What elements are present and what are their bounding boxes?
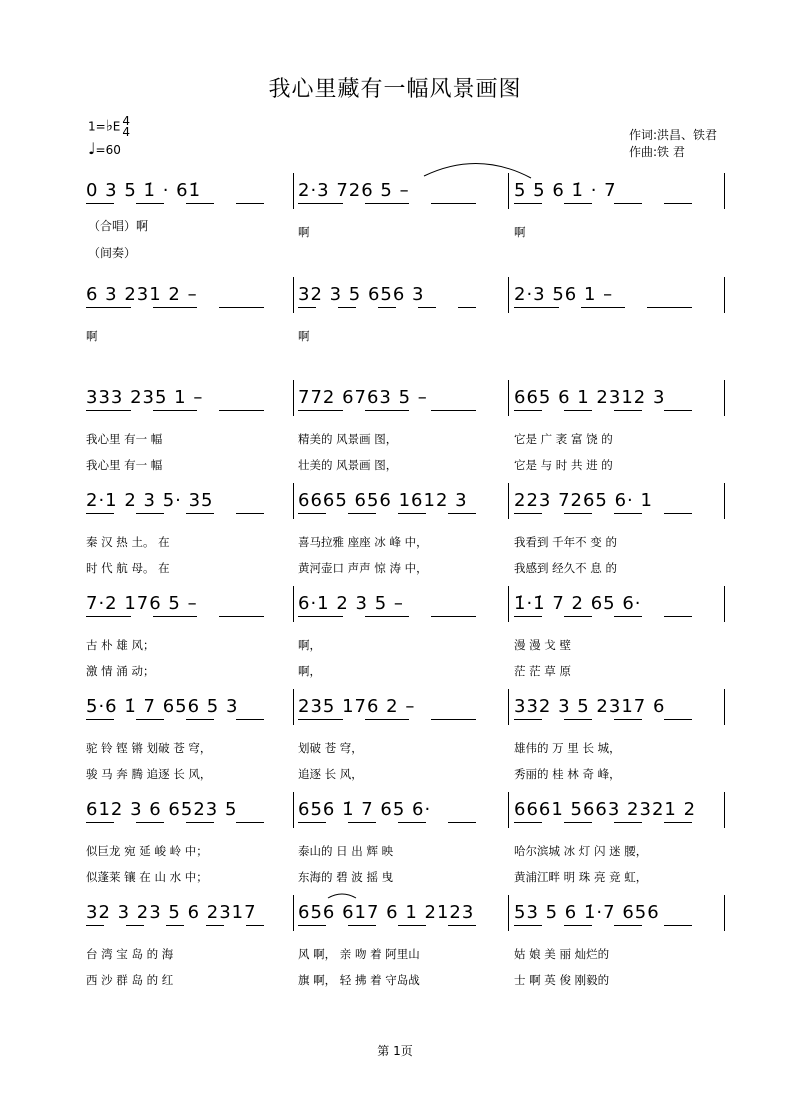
slur-mark (424, 163, 531, 178)
notation-segment: 772 6763 5 – (298, 387, 428, 408)
notation-segment: 2·1 2 3 5· 35 (86, 490, 214, 511)
lyric-verse-2: 壮美的 风景画 图， (298, 458, 398, 472)
notation-segment: 53 5 6 1̇·7 656 (514, 902, 660, 923)
time-signature-bottom: 4 (122, 125, 131, 139)
notation-segment: 5 5 6 1̇ · 7 (514, 180, 617, 201)
notation-segment: 5·6 1̇ 7 656 5 3 (86, 696, 239, 717)
lyric-verse-2: 时 代 航 母。 在 (86, 561, 170, 575)
lyric-verse-1: 秦 汉 热 土。 在 (86, 535, 170, 549)
notation-segment: 656 617 6 1 2123 (298, 902, 475, 923)
lyric-verse-2: 我感到 经久不 息 的 (514, 561, 617, 575)
notation-segment: 6661 5663 2321 2 (514, 799, 697, 820)
lyric-verse-2: 东海的 碧 波 摇 曳 (298, 870, 394, 884)
notation-segment: 6 3 231 2 – (86, 284, 198, 305)
key-letter: E (112, 119, 121, 134)
chorus-label: （合唱）啊 (88, 219, 149, 233)
notation-segment: 665 6 1 2312 3 (514, 387, 666, 408)
lyric-verse-2: 它是 与 时 共 进 的 (514, 458, 613, 472)
lyric-verse-1: 雄伟的 万 里 长 城， (514, 741, 621, 755)
key-prefix: 1= (88, 119, 106, 134)
lyric-verse-1: 啊 (298, 225, 310, 239)
lyric-verse-2: 秀丽的 桂 林 奇 峰， (514, 767, 621, 781)
lyric-verse-1: 啊 (86, 329, 98, 343)
lyric-verse-1: 台 湾 宝 岛 的 海 (86, 947, 174, 961)
notation-segment: 1̇·1̇ 7 2 65 6· (514, 593, 642, 614)
composer: 作曲:铁 君 (629, 145, 685, 159)
lyric-verse-2: 旗 啊， 轻 拂 着 守岛战 (298, 973, 420, 987)
lyric-verse-2: 我心里 有一 幅 (86, 458, 163, 472)
lyric-verse-1: 啊， (298, 638, 321, 652)
notation-segment: 32 3 5 656 3 (298, 284, 425, 305)
lyric-verse-1: 啊 (514, 225, 526, 239)
interlude-label: （间奏） (88, 246, 137, 260)
quarter-note-icon: ♩ (88, 139, 96, 158)
lyric-verse-1: 似巨龙 宛 延 峻 岭 中； (86, 844, 208, 858)
lyric-verse-1: 喜马拉雅 座座 冰 峰 中， (298, 535, 428, 549)
lyric-verse-1: 哈尔滨城 冰 灯 闪 迷 腰， (514, 844, 648, 858)
notation-segment: 2·3 726 5 – (298, 180, 410, 201)
lyric-verse-2: 追逐 长 风， (298, 767, 363, 781)
lyric-verse-2: 黄浦江畔 明 珠 亮 竞 虹， (514, 870, 648, 884)
lyric-verse-1: 我心里 有一 幅 (86, 432, 163, 446)
notation-segment: 7·2 176 5 – (86, 593, 198, 614)
tempo: =60 (95, 143, 121, 157)
notation-segment: 235 176 2 – (298, 696, 416, 717)
lyric-verse-1: 我看到 千年不 变 的 (514, 535, 617, 549)
lyric-verse-1: 它是 广 袤 富 饶 的 (514, 432, 613, 446)
lyric-verse-1: 漫 漫 戈 壁 (514, 638, 571, 652)
lyric-verse-2: 士 啊 英 俊 刚毅的 (514, 973, 610, 987)
lyric-verse-2: 激 情 涌 动； (86, 664, 155, 678)
lyric-verse-1: 姑 娘 美 丽 灿烂的 (514, 947, 610, 961)
lyricist: 作词:洪昌、铁君 (629, 128, 718, 142)
time-signature-top: 4 (122, 114, 131, 128)
notation-segment: 6665 656 1612 3 (298, 490, 468, 511)
song-title: 我心里藏有一幅风景画图 (268, 77, 522, 102)
slur-mark (328, 894, 356, 898)
lyric-verse-2: 西 沙 群 岛 的 红 (86, 973, 174, 987)
lyric-verse-1: 划破 苍 穹， (298, 741, 363, 755)
lyric-verse-1: 泰山的 日 出 辉 映 (298, 844, 394, 858)
notation-segment: 32 3 23 5 6 2317 (86, 902, 257, 923)
lyric-verse-2: 似蓬莱 镶 在 山 水 中； (86, 870, 208, 884)
lyric-verse-2: 黄河壶口 声声 惊 涛 中， (298, 561, 428, 575)
lyric-verse-1: 风 啊， 亲 吻 着 阿里山 (298, 947, 420, 961)
lyric-verse-1: 古 朴 雄 风； (86, 638, 155, 652)
notation-segment: 656 1̇ 7 65 6· (298, 799, 432, 820)
flat-icon: ♭ (105, 116, 113, 135)
lyric-verse-1: 精美的 风景画 图， (298, 432, 398, 446)
lyric-verse-1: 啊 (298, 329, 310, 343)
notation-segment: 0 3 5 1̇ · 61̇ (86, 180, 202, 201)
lyric-verse-2: 骏 马 奔 腾 追逐 长 风， (86, 767, 212, 781)
notation-segment: 333 235 1 – (86, 387, 204, 408)
notation-segment: 2·3 56 1 – (514, 284, 614, 305)
notation-segment: 6·1 2 3 5 – (298, 593, 404, 614)
lyric-verse-2: 啊， (298, 664, 321, 678)
notation-segment: 332 3 5 2317 6 (514, 696, 666, 717)
page-number: 第 1页 (377, 1044, 413, 1058)
lyric-verse-2: 茫 茫 草 原 (514, 664, 571, 678)
notation-segment: 223 7265 6· 1 (514, 490, 653, 511)
notation-segment: 612 3 6 6523 5 (86, 799, 238, 820)
lyric-verse-1: 驼 铃 铿 锵 划破 苍 穹， (86, 741, 212, 755)
